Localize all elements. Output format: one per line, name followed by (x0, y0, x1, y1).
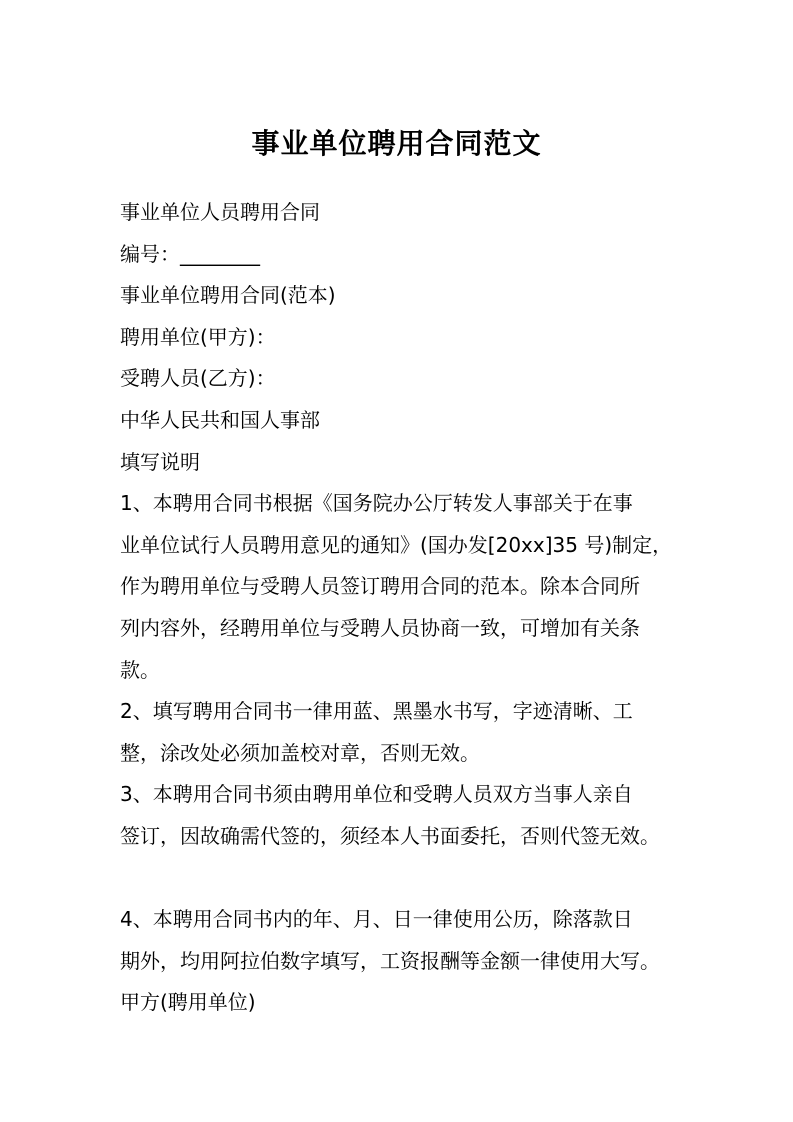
instruction-4-line-2: 期外，均用阿拉伯数字填写，工资报酬等金额一律使用大写。 (120, 948, 660, 973)
document-title: 事业单位聘用合同范文 (251, 127, 542, 160)
contract-template-line: 事业单位聘用合同(范本) (120, 283, 336, 308)
instruction-3-line-1: 3、本聘用合同书须由聘用单位和受聘人员双方当事人亲自 (120, 782, 633, 807)
party-b-line: 受聘人员(乙方)： (120, 366, 276, 391)
instructions-heading: 填写说明 (120, 449, 200, 474)
instruction-1-line-3: 作为聘用单位与受聘人员签订聘用合同的范本。除本合同所 (120, 574, 640, 599)
contract-number-line: 编号：________ (120, 241, 260, 266)
instruction-2-line-1: 2、填写聘用合同书一律用蓝、黑墨水书写，字迹清晰、工 (120, 699, 633, 724)
paragraph-gap (120, 858, 692, 900)
contract-heading: 事业单位人员聘用合同 (120, 200, 320, 224)
instruction-2-line-2: 整，涂改处必须加盖校对章，否则无效。 (120, 740, 480, 765)
party-a-signature-heading: 甲方(聘用单位) (120, 990, 256, 1015)
instruction-1-line-1: 1、本聘用合同书根据《国务院办公厅转发人事部关于在事 (120, 491, 633, 516)
issuer-line: 中华人民共和国人事部 (120, 407, 320, 432)
party-a-line: 聘用单位(甲方)： (120, 324, 276, 349)
document-body (120, 192, 692, 1024)
instruction-4-line-1: 4、本聘用合同书内的年、月、日一律使用公历，除落款日 (120, 907, 633, 932)
instruction-1-line-5: 款。 (120, 657, 160, 682)
instruction-3-line-2: 签订，因故确需代签的，须经本人书面委托，否则代签无效。 (120, 823, 660, 848)
instruction-1-line-4: 列内容外，经聘用单位与受聘人员协商一致，可增加有关条 (120, 615, 640, 640)
instruction-1-line-2: 业单位试行人员聘用意见的通知》(国办发[20xx]35 号)制定， (120, 532, 673, 557)
